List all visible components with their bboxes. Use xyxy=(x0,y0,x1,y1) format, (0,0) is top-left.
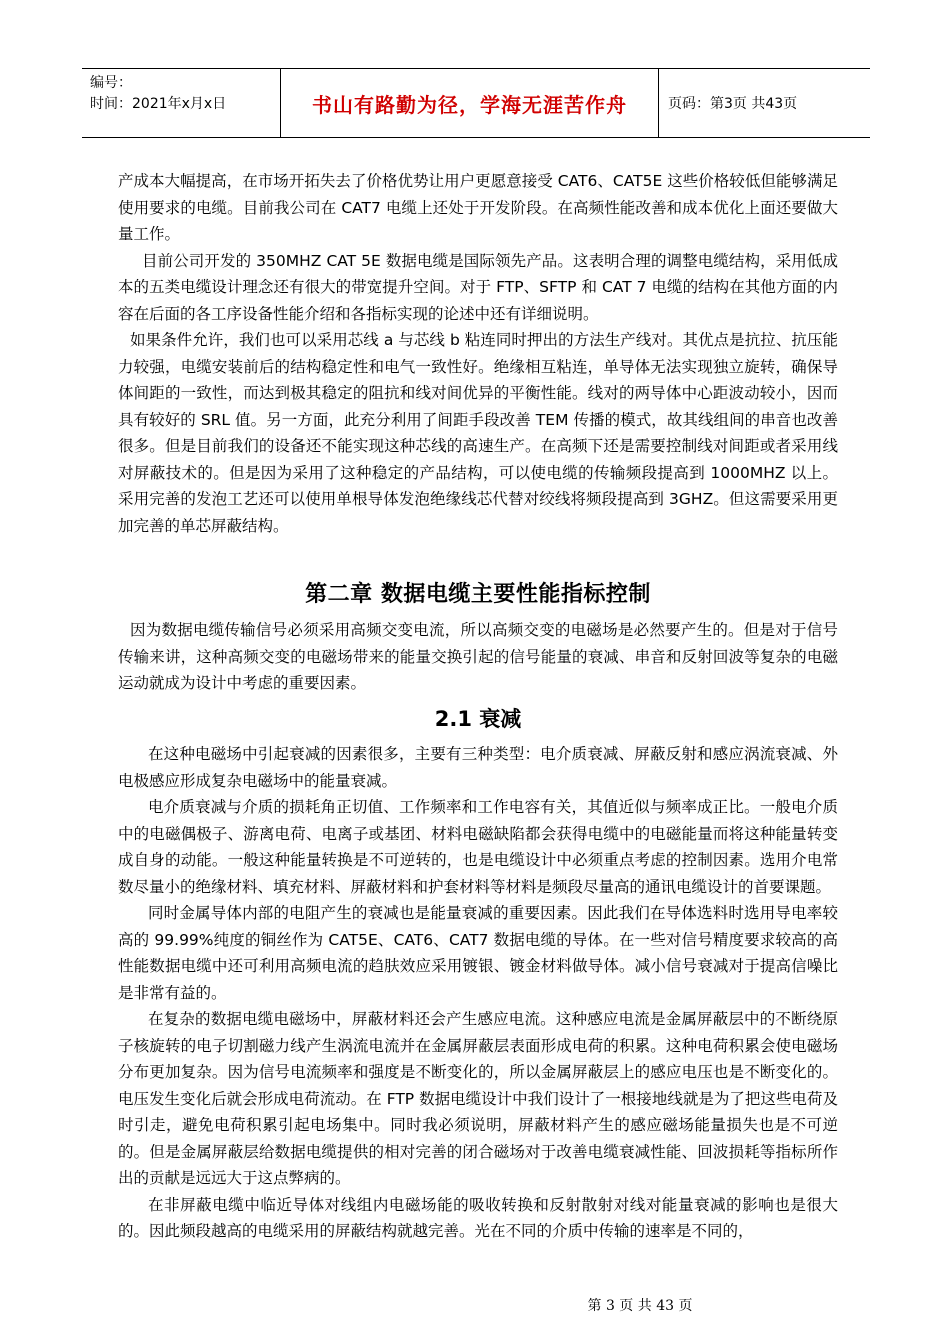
paragraph: 如果条件允许，我们也可以采用芯线 a 与芯线 b 粘连同时押出的方法生产线对。其优点是抗拉、抗压能力较强，电缆安装前后的结构稳定性和电气一致性好。绝缘相互粘连，单导体无法实现独立旋转，确保导体间距的一致性，而达到极其稳定的阻抗和线对间优异的平衡性能。线对的两导体中心距波动较小，因而具有较好的 SRL 值。另一方面，此充分利用了间距手段改善 TEM 传播的模式，故其线组间的串音也改善很多。但是目前我们的设备还不能实现这种芯线的高速生产。在高频下还是需要控制线对间距或者采用线对屏蔽技术的。但是因为采用了这种稳定的产品结构，可以使电缆的传输频段提高到 1000MHZ 以上。采用完善的发泡工艺还可以使用单根导体发泡绝缘线芯代替对绞线将频段提高到 3GHZ。但这需要采用更加完善的单芯屏蔽结构。 xyxy=(118,331,838,535)
chapter-intro xyxy=(118,617,838,697)
header-motto: 书山有路勤为径，学海无涯苦作舟 xyxy=(312,92,627,117)
chapter-title: 第二章 数据电缆主要性能指标控制 xyxy=(305,582,651,607)
header-divider xyxy=(658,69,659,137)
paragraph: 产成本大幅提高，在市场开拓失去了价格优势让用户更愿意接受 CAT6、CAT5E 这些价格较低但能够满足使用要求的电缆。目前我公司在 CAT7 电缆上还处于开发阶段。在高频性能改善和成本优化上面还要做大量工作。 xyxy=(118,172,838,243)
section-body xyxy=(118,741,838,1245)
page-footer: 第 3 页 共 43 页 xyxy=(587,1298,693,1314)
header-meta xyxy=(90,73,270,115)
paragraph: 电介质衰减与介质的损耗角正切值、工作频率和工作电容有关，其值近似与频率成正比。一般电介质中的电磁偶极子、游离电荷、电离子或基团、材料电磁缺陷都会获得电缆中的电磁能量而将这种能量转变成自身的动能。一般这种能量转换是不可逆转的，也是电缆设计中必须重点考虑的控制因素。选用介电常数尽量小的绝缘材料、填充材料、屏蔽材料和护套材料等材料是频段尽量高的通讯电缆设计的首要课题。 xyxy=(118,798,838,896)
paragraph: 因为数据电缆传输信号必须采用高频交变电流，所以高频交变的电磁场是必然要产生的。但是对于信号传输来讲，这种高频交变的电磁场带来的能量交换引起的信号能量的衰减、串音和反射回波等复杂的电磁运动就成为设计中考虑的重要因素。 xyxy=(118,621,838,692)
serial-label: 编号： xyxy=(90,75,132,91)
paragraph: 同时金属导体内部的电阻产生的衰减也是能量衰减的重要因素。因此我们在导体选料时选用导电率较高的 99.99%纯度的铜丝作为 CAT5E、CAT6、CAT7 数据电缆的导体。在一些对信号精度要求较高的高性能数据电缆中还可利用高频电流的趋肤效应采用镀银、镀金材料做导体。减小信号衰减对于提高信噪比是非常有益的。 xyxy=(118,904,838,1002)
paragraph: 在非屏蔽电缆中临近导体对线组内电磁场能的吸收转换和反射散射对线对能量衰减的影响也是很大的。因此频段越高的电缆采用的屏蔽结构就越完善。光在不同的介质中传输的速率是不同的， xyxy=(118,1195,838,1240)
page-header xyxy=(82,68,870,138)
paragraph: 在这种电磁场中引起衰减的因素很多，主要有三种类型：电介质衰减、屏蔽反射和感应涡流衰减、外电极感应形成复杂电磁场中的能量衰减。 xyxy=(118,745,838,790)
header-page-info: 页码：第3页 共43页 xyxy=(668,96,798,112)
paragraph: 在复杂的数据电缆电磁场中，屏蔽材料还会产生感应电流。这种感应电流是金属屏蔽层中的不断绕原子核旋转的电子切割磁力线产生涡流电流并在金属屏蔽层表面形成电荷的积累。这种电荷积累会使电磁场分布更加复杂。因为信号电流频率和强度是不断变化的，所以金属屏蔽层上的感应电压也是不断变化的。电压发生变化后就会形成电荷流动。在 FTP 数据电缆设计中我们设计了一根接地线就是为了把这些电荷及时引走，避免电荷积累引起电场集中。同时我必须说明，屏蔽材料产生的感应磁场能量损失也是不可逆的。但是金属屏蔽层给数据电缆提供的相对完善的闭合磁场对于改善电缆衰减性能、回波损耗等指标所作出的贡献是远远大于这点弊病的。 xyxy=(118,1010,838,1187)
section-title: 2.1 衰减 xyxy=(434,707,522,731)
paragraph: 目前公司开发的 350MHZ CAT 5E 数据电缆是国际领先产品。这表明合理的调整电缆结构，采用低成本的五类电缆设计理念还有很大的带宽提升空间。对于 FTP、SFTP 和 CAT 7 电缆的结构在其他方面的内容在后面的各工序设备性能介绍和各指标实现的论述中还有详细说明。 xyxy=(118,251,838,323)
time-label: 时间：2021年x月x日 xyxy=(90,96,227,112)
intro-text xyxy=(118,168,838,539)
